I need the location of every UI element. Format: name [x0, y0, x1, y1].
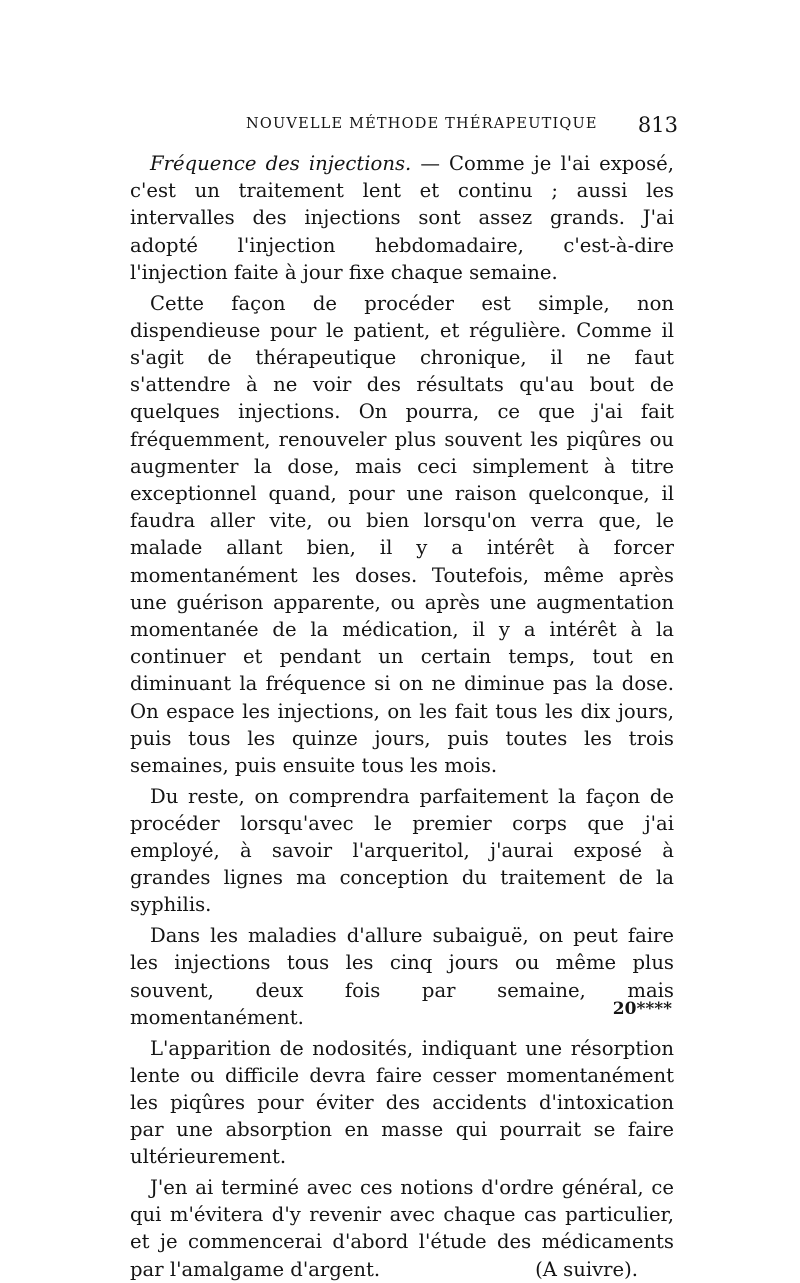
paragraph-text: J'en ai terminé avec ces notions d'ordre général, ce qui m'évitera d'y revenir avec chaque cas particulier, et je commencerai d'abord l'étude des médicaments par l'amalgame d'argent. [130, 1176, 674, 1281]
to-be-continued-note: (A suivre). [535, 1257, 638, 1281]
section-heading-inline: Fréquence des injections. [150, 152, 412, 175]
running-title: NOUVELLE MÉTHODE THÉRAPEUTIQUE [246, 116, 598, 132]
paragraph-procedure [130, 290, 674, 780]
paragraph-text: Cette façon de procéder est simple, non dispendieuse pour le patient, et régulière. Comme il s'agit de thérapeutique chronique, il ne faut s'attendre à ne voir des résultats qu'au bout de quelques injections. On pourra, ce que j'ai fait fréquemment, renouveler plus souvent les piqûres ou augmenter la dose, mais ceci simplement à titre exceptionnel quand, pour une raison quelconque, il faudra aller vite, ou bien lorsqu'on verra que, le malade allant bien, il y a intérêt à forcer momentanément les doses. Toutefois, même après une guérison apparente, ou après une augmentation momentanée de la médication, il y a intérêt à la continuer et pendant un certain temps, tout en diminuant la fréquence si on ne diminue pas la dose. On espace les injections, on les fait tous les dix jours, puis tous les quinze jours, puis toutes les trois semaines, puis ensuite tous les mois. [130, 291, 674, 777]
paragraph-text: — Comme je l'ai exposé, c'est un traitement lent et continu ; aussi les intervalles des injections sont assez grands. J'ai adopté l'injection hebdomadaire, c'est-à-dire l'injection faite à jour fixe chaque semaine. [130, 152, 674, 284]
paragraph-injection-frequency [130, 150, 674, 286]
page-number: 813 [637, 113, 678, 137]
signature-mark: 20**** [612, 999, 672, 1019]
paragraph-conclusion [130, 1174, 674, 1283]
running-header [130, 113, 678, 140]
paragraph-text: L'apparition de nodosités, indiquant une résorption lente ou difficile devra faire cesser momentanément les piqûres pour éviter des accidents d'intoxication par une absorption en masse qui pourrait se faire ultérieurement. [130, 1036, 674, 1169]
paragraph-arqueritol [130, 783, 674, 919]
body-text [130, 150, 674, 1283]
paragraph-text: Du reste, on comprendra parfaitement la façon de procéder lorsqu'avec le premier corps que j'ai employé, à savoir l'arqueritol, j'aurai exposé à grandes lignes ma conception du traitement de la syphilis. [130, 784, 674, 917]
paragraph-nodosities [130, 1035, 674, 1171]
paragraph-text: Dans les maladies d'allure subaiguë, on peut faire les injections tous les cinq jours ou même plus souvent, deux fois par semaine, mais momentanément. [130, 924, 674, 1029]
